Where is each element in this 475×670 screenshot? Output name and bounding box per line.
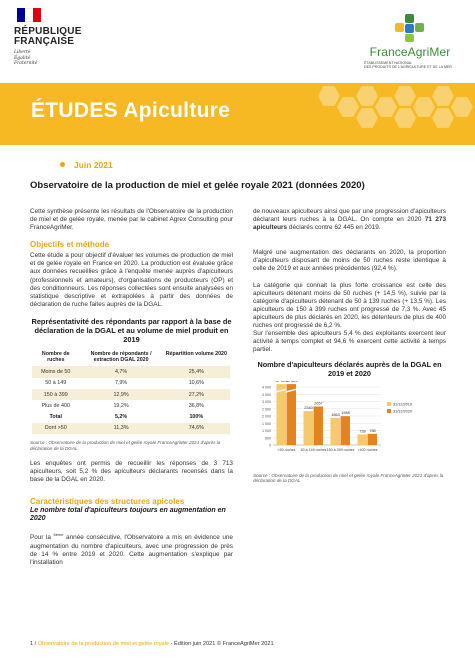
table-cell: 27,2% — [163, 389, 230, 400]
table-row — [32, 378, 230, 389]
x-tick-label: 50 à 149 ruches — [300, 448, 327, 453]
bar-value-label: 65 883 — [285, 381, 298, 384]
chart-source: Source : Observatoire de la production de miel et gelée royale FranceAgriMer 2021 d'après la déclaration de la DGAL — [253, 472, 444, 484]
bold-figure: 71 273 apiculteurs — [253, 216, 446, 232]
bar-value-label: 57 523 — [275, 381, 288, 384]
rf-title — [14, 27, 134, 47]
page-number: 1 / — [30, 641, 37, 647]
franceagrimer-name: FranceAgriMer — [369, 45, 451, 59]
text-fragment: déclarés contre 62 445 en 2019. — [287, 224, 381, 232]
franceagrimer-subtitle-1: ÉTABLISSEMENT NATIONAL — [364, 61, 413, 65]
honeycomb-icon — [451, 96, 473, 118]
table-cell: Dont >50 — [32, 423, 80, 434]
y-tick-label: 1 000 — [262, 429, 271, 434]
section-heading-objectifs: Objectifs et méthode — [30, 240, 110, 250]
honeycomb-icon — [413, 96, 435, 118]
date-text: Juin 2021 — [74, 160, 113, 170]
footer-title: Observatoire de la production de miel et gelée royale — [37, 641, 170, 647]
apiculteurs-paragraph — [253, 208, 446, 232]
table-source: Source : Observatoire de la production de miel et gelée royale FranceAgriMer 2021 d'après la déclaration de la DGAL — [30, 440, 221, 451]
rf-motto-3: Fraternité — [14, 61, 38, 66]
etudes-banner — [0, 83, 475, 145]
table-cell: Moins de 50 — [32, 366, 80, 377]
legend-swatch — [387, 402, 391, 406]
table-header-row — [32, 349, 230, 366]
chart-title: Nombre d'apiculteurs déclarés auprès de la DGAL en 2019 et 2020 — [257, 360, 442, 379]
text-fragment: de nouveaux apiculteurs ainsi que par une progression d'apiculteurs déclarant leurs ruches à la DGAL. On compte en 2020 — [253, 208, 446, 224]
banner-prefix: ÉTUDES — [31, 99, 118, 122]
apiculteurs-bar-chart — [253, 381, 446, 467]
y-tick-label: 0 — [269, 443, 271, 448]
honeycomb-icon — [432, 107, 454, 129]
y-tick-label: 1 500 — [262, 422, 271, 427]
bar-value-label: 2340 — [304, 406, 313, 411]
legend-swatch — [387, 409, 391, 413]
table-cell: 4,7% — [80, 366, 163, 377]
bar — [287, 385, 297, 446]
bar — [314, 407, 324, 446]
y-tick-label: 3 500 — [262, 393, 271, 398]
left-column — [30, 208, 233, 575]
table-header: Répartition volume 2020 — [165, 350, 227, 357]
y-tick-label: 3 000 — [262, 400, 271, 405]
y-tick-label: 500 — [265, 436, 271, 441]
banner-title — [31, 99, 230, 123]
text-fragment: année consécutive, l'Observatoire a mis en évidence une augmentation du nombre d'apiculteurs, avec une progression de près de 14 % entre 2019 et 2020. Cette augmentation s'explique par l'installation — [30, 534, 233, 566]
table-cell: 7,9% — [114, 380, 128, 387]
franceagrimer-subtitle-2: DES PRODUITS DE L'AGRICULTURE ET DE LA MER — [364, 65, 452, 70]
bar-value-label: 768 — [369, 429, 376, 434]
y-tick-label: 2 000 — [262, 414, 271, 419]
legend-label: 31/12/2020 — [393, 409, 413, 414]
bar-value-label: 1988 — [341, 411, 350, 416]
table-row — [32, 389, 230, 400]
table-header: Nombre de ruches — [41, 350, 70, 364]
table-cell: 25,4% — [163, 366, 230, 377]
subheading-apiculteurs: Le nombre total d'apiculteurs toujours en augmentation en 2020 — [30, 506, 226, 522]
honeycomb-icon — [356, 107, 378, 129]
honeycomb-icon — [356, 85, 378, 107]
banner-topic: Apiculture — [123, 99, 231, 122]
rf-title-line2: FRANÇAISE — [14, 36, 75, 47]
marianne-flag-icon — [17, 8, 41, 22]
honeycomb-icon — [375, 96, 397, 118]
x-tick-label: 150 à 399 ruches — [326, 448, 355, 453]
table-cell: 150 à 399 — [32, 389, 80, 400]
honeycomb-icon — [394, 85, 416, 107]
bar-value-label: 2657 — [314, 401, 323, 406]
intro-paragraph: Cette synthèse présente les résultats de l'Observatoire de la production de miel et de gelée royale, menée par le cabinet Agrex Consulting pour FranceAgriMer. — [30, 208, 233, 232]
franceagrimer-logo — [354, 14, 466, 70]
rf-motto — [14, 50, 134, 67]
table-row — [32, 366, 230, 377]
table-cell: 11,3% — [80, 423, 163, 434]
bar — [368, 434, 378, 445]
legend-label: 31/12/2019 — [393, 402, 413, 407]
table-total-row — [32, 411, 230, 422]
rf-title-line1: RÉPUBLIQUE — [14, 26, 82, 37]
table-cell: 36,8% — [188, 402, 204, 409]
bar — [331, 418, 341, 445]
text-fragment: Pour la — [30, 534, 54, 542]
objectifs-paragraph: Cette étude a pour objectif d'évaluer les volumes de production de miel et de gelée royale en France en 2020. La production est évaluée grâce aux données recueillies grâce à l'enquête menée auprès d'apiculteurs (professionnels et amateurs), d'organisations de producteurs (OP) et des conditionneurs. Les réponses collectées sont ensuite analysées en statistique descriptive et extrapolées à partir des données de déclaration de ruche faites auprès de la DGAL. — [30, 252, 233, 308]
table-cell: Plus de 400 — [41, 402, 70, 409]
table-row — [32, 400, 230, 411]
table-cell: 74,6% — [163, 423, 230, 434]
bullet-icon — [60, 162, 65, 167]
superscript-text: 6ème — [53, 532, 64, 538]
footer-edition: - Édition juin 2021 © FranceAgriMer 2021 — [169, 641, 274, 647]
proportion-paragraph: Malgré une augmentation des déclarants en 2020, la proportion d'apiculteurs disposant de moins de 50 ruches reste identique à celle de 2019 et aux années précédentes (92,4 %). — [253, 249, 446, 273]
franceagrimer-subtitle — [354, 61, 466, 70]
bar — [277, 385, 287, 446]
table-cell: Total — [32, 411, 80, 422]
categorie-paragraph: La catégorie qui connait la plus forte croissance est celle des apiculteurs détenant moins de 50 ruches (+ 14,5 %), suivie par la catégorie d'apiculteurs détenant de 50 à 139 ruches (+ 13,5 %). Les apiculteurs de 150 à 399 ruches ont progressé de 7,3 %. Avec 45 apiculteurs de plus déclarés en 2020, les détenteurs de plus de 400 ruches ont progressé de 6,2 %. — [253, 281, 446, 330]
publication-date — [60, 160, 113, 170]
bar — [304, 411, 314, 445]
representativite-table — [32, 349, 230, 434]
bar — [341, 417, 351, 446]
table-cell: 100% — [163, 411, 230, 422]
table-cell: 50 à 149 — [45, 380, 67, 387]
honeycomb-icon — [318, 85, 340, 107]
table-cell: 12,9% — [80, 389, 163, 400]
rf-motto-1: Liberté — [14, 50, 31, 55]
rf-motto-2: Égalité — [14, 55, 31, 61]
table-cell: 10,6% — [188, 380, 204, 387]
x-tick-label: <50 ruches — [277, 448, 296, 453]
honeycomb-icon — [337, 96, 359, 118]
enquete-paragraph: Les enquêtes ont permis de recueillir les réponses de 3 713 apiculteurs, soit 5,2 % des apiculteurs déclarants recensés dans la base de la DGAL en 2020. — [30, 460, 233, 484]
y-tick-label: 2 500 — [262, 407, 271, 412]
table-cell: 5,2% — [80, 411, 163, 422]
bar — [358, 435, 368, 446]
augmentation-paragraph — [30, 531, 233, 567]
bar-value-label: 728 — [359, 429, 366, 434]
section-heading-caracteristiques: Caractéristiques des structures apicoles — [30, 496, 185, 506]
table-row — [32, 423, 230, 434]
temps-paragraph: Sur l'ensemble des apiculteurs 5,4 % des exploitants exercent leur activité à temps complet et 94,6 % exercent cette activité à temps partiel. — [253, 330, 446, 354]
right-column — [253, 208, 446, 484]
page-footer — [30, 641, 274, 647]
x-tick-label: >400 ruches — [357, 448, 378, 453]
table-header: Nombre de répondants / extraction DGAL 2020 — [90, 350, 152, 364]
table-title: Représentativité des répondants par rapport à la base de déclaration de la DGAL et au volume de miel produit en 2019 — [31, 316, 232, 344]
honeycomb-icon — [394, 107, 416, 129]
document-title: Observatoire de la production de miel et gelée royale 2021 (données 2020) — [30, 180, 365, 191]
franceagrimer-mark-icon — [395, 14, 425, 42]
honeycomb-icon — [432, 85, 454, 107]
y-tick-label: 4 000 — [262, 385, 271, 390]
bar-value-label: 1863 — [331, 413, 340, 418]
table-cell: 19,2% — [113, 402, 129, 409]
republique-francaise-logo — [14, 8, 134, 67]
